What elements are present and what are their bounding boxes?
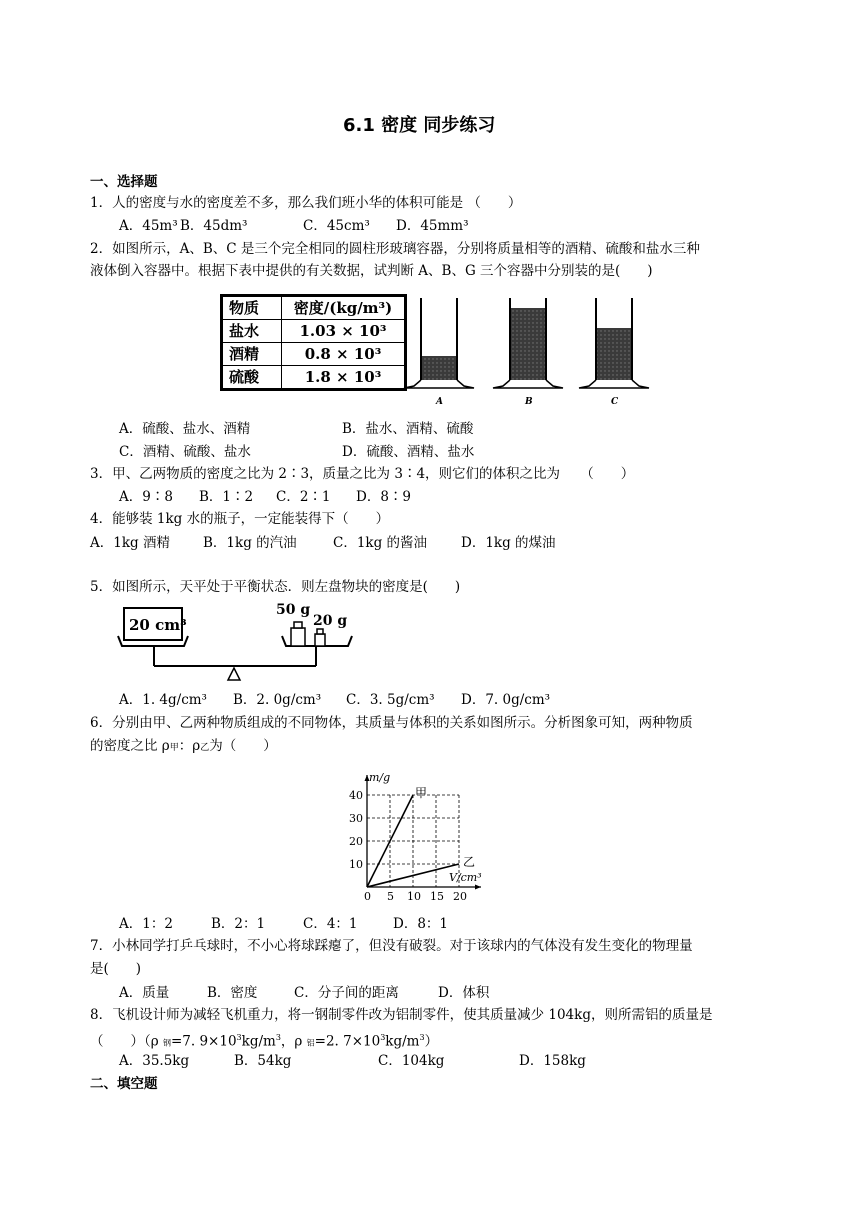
question-4-stem: 4．能够装 1kg 水的瓶子，一定能装得下（ ）: [90, 511, 390, 527]
q1-option-a: A．45m³: [119, 218, 178, 234]
weight-50g: [291, 628, 305, 646]
q1-option-c: C．45cm³: [303, 218, 370, 234]
q7-option-d: D．体积: [438, 985, 490, 1001]
container-a: [404, 298, 474, 388]
table-cell-name: 酒精: [222, 343, 282, 366]
container-c: [579, 298, 649, 388]
q2-option-d: D．硫酸、酒精、盐水: [342, 444, 475, 460]
series-label-yi: 乙: [463, 855, 476, 869]
three-containers-figure: [400, 294, 660, 409]
q6-option-a: A．1：2: [119, 916, 173, 932]
x-tick-label: 0: [364, 890, 371, 903]
q4-option-c: C．1kg 的酱油: [333, 535, 428, 551]
q4-option-b: B．1kg 的汽油: [203, 535, 297, 551]
block-label: 20 cm³: [129, 616, 187, 634]
q5-option-c: C．3. 5g/cm³: [346, 692, 435, 708]
weight-20g-label: 20 g: [313, 613, 348, 629]
table-cell-value: 1.03 × 10³: [282, 320, 406, 343]
y-axis-label: m/g: [369, 771, 391, 784]
mass-volume-chart: [334, 756, 524, 906]
weight-20g: [315, 634, 325, 646]
question-2-stem-line2: 液体倒入容器中。根据下表中提供的有关数据，试判断 A、B、G 三个容器中分别装的是( ): [90, 263, 653, 279]
q4-option-a: A．1kg 酒精: [90, 535, 170, 551]
container-label-a: A: [436, 397, 443, 407]
q8-option-c: C．104kg: [378, 1053, 445, 1069]
y-tick-label: 20: [349, 835, 363, 848]
density-table: [220, 294, 407, 391]
q7-option-a: A．质量: [119, 985, 170, 1001]
question-3-stem: 3．甲、乙两物质的密度之比为 2∶3，质量之比为 3∶4，则它们的体积之比为 （ ）: [90, 466, 635, 482]
y-tick-label: 10: [349, 858, 363, 871]
q1-option-d: D．45mm³: [396, 218, 469, 234]
q8-option-d: D．158kg: [519, 1053, 586, 1069]
x-axis-arrow: [475, 885, 481, 890]
x-axis-label: V/cm³: [449, 871, 482, 884]
q2-option-a: A．硫酸、盐水、酒精: [119, 421, 251, 437]
table-header-substance: 物质: [222, 296, 282, 320]
table-cell-name: 盐水: [222, 320, 282, 343]
question-8-stem-line1: 8．飞机设计师为减轻飞机重力，将一钢制零件改为铝制零件，使其质量减少 104kg，则所需铝的质量是: [90, 1007, 713, 1023]
q7-option-c: C．分子间的距离: [294, 985, 399, 1001]
container-label-b: B: [525, 397, 533, 407]
question-7-stem-line1: 7．小林同学打乒乓球时，不小心将球踩瘪了，但没有破裂。对于该球内的气体没有发生变化的物理量: [90, 938, 693, 954]
q2-option-c: C．酒精、硫酸、盐水: [119, 444, 251, 460]
question-6-stem-line2: 的密度之比 ρ甲：ρ乙为（ ）: [90, 738, 277, 754]
q8-option-a: A．35.5kg: [119, 1053, 190, 1069]
y-tick-label: 30: [349, 812, 363, 825]
table-cell-name: 硫酸: [222, 366, 282, 390]
q3-option-b: B．1∶2: [199, 489, 254, 505]
x-tick-label: 20: [453, 890, 467, 903]
question-8-stem-line2: （ ）（ρ 钢=7. $9\times 10^3kg/m^3$，ρ 铝=2. $7\times 10^3kg/m^3$）: [90, 1033, 439, 1050]
q7-option-b: B．密度: [207, 985, 258, 1001]
q5-option-d: D．7. 0g/cm³: [461, 692, 551, 708]
table-cell-value: 1.8 × 10³: [282, 366, 406, 390]
x-tick-label: 15: [430, 890, 444, 903]
container-b: [493, 298, 563, 388]
x-tick-label: 5: [387, 890, 394, 903]
q3-option-d: D．8∶9: [356, 489, 412, 505]
container-label-c: C: [611, 397, 619, 407]
q1-option-b: B．45dm³: [180, 218, 248, 234]
table-cell-value: 0.8 × 10³: [282, 343, 406, 366]
question-5-stem: 5．如图所示，天平处于平衡状态．则左盘物块的密度是( ): [90, 579, 461, 595]
question-7-stem-line2: 是( ): [90, 961, 142, 977]
q6-option-d: D．8：1: [393, 916, 449, 932]
weight-50g-label: 50 g: [276, 602, 311, 618]
question-2-stem-line1: 2．如图所示，A、B、C 是三个完全相同的圆柱形玻璃容器，分别将质量相等的酒精、硫酸和盐水三种: [90, 241, 700, 257]
section-heading: 一、选择题: [90, 174, 158, 190]
q4-option-d: D．1kg 的煤油: [461, 535, 556, 551]
series-label-jia: 甲: [415, 786, 428, 800]
question-1-stem: 1．人的密度与水的密度差不多，那么我们班小华的体积可能是 （ ）: [90, 195, 522, 211]
q6-option-c: C．4：1: [303, 916, 358, 932]
page-title: 6.1 密度 同步练习: [343, 115, 496, 136]
table-header-density: 密度/(kg/m³): [282, 296, 406, 320]
q3-option-c: C．2∶1: [276, 489, 331, 505]
q2-option-b: B．盐水、酒精、硫酸: [342, 421, 474, 437]
q8-option-b: B．54kg: [234, 1053, 292, 1069]
x-tick-label: 10: [407, 890, 421, 903]
q5-option-a: A．1. 4g/cm³: [119, 692, 207, 708]
section-heading: 二、填空题: [90, 1076, 158, 1092]
balance-figure: [116, 598, 366, 686]
question-6-stem-line1: 6．分别由甲、乙两种物质组成的不同物体，其质量与体积的关系如图所示。分析图象可知，两种物质: [90, 715, 693, 731]
q6-option-b: B．2：1: [211, 916, 266, 932]
y-tick-label: 40: [349, 789, 363, 802]
q3-option-a: A．9∶8: [119, 489, 173, 505]
q5-option-b: B．2. 0g/cm³: [233, 692, 322, 708]
